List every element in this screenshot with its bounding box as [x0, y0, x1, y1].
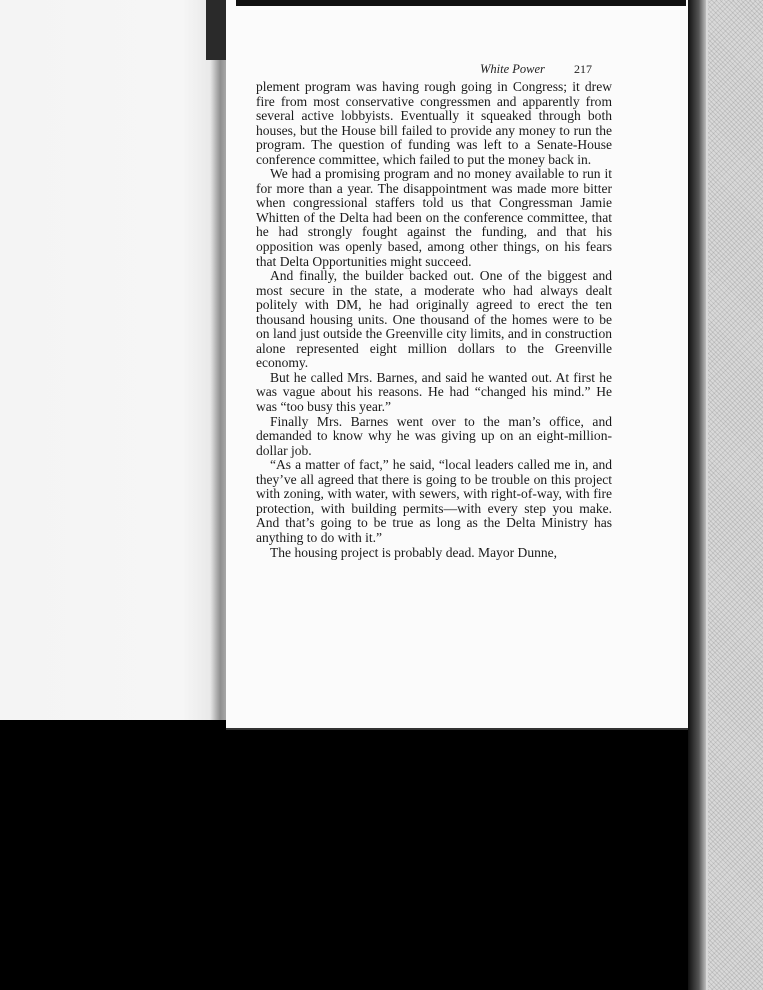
page-edge-shadow	[688, 0, 706, 990]
paragraph: The housing project is probably dead. Mayor Dunne,	[270, 544, 558, 560]
running-head	[480, 62, 670, 78]
paragraph: “As a matter of fact,” he said, “local leaders called me in, and they’ve all agreed that there is going to be trouble on this project with zoning, with water, with sewers, with right-of-way, with fire protection, with building permits—with every step you make. And that’s going to be true as long as the Delta Ministry has anything to do with it.”	[256, 457, 612, 545]
paragraph: Finally Mrs. Barnes went over to the man’s office, and demanded to know why he was giving up on an eight-million-dollar job.	[256, 413, 612, 458]
paragraph: plement program was having rough going in Congress; it drew fire from most conservative congressmen and apparently from several active lobbyists. Eventually it squeaked through both houses, but the House bill failed to provide any money to run the program. The question of funding was left to a Senate-House conference committee, which failed to put the money back in.	[256, 79, 612, 167]
paragraph: We had a promising program and no money available to run it for more than a year. The disappointment was made more bitter when congressional staffers told us that Congressman Jamie Whitten of the Delta had been on the conference committee, that he had strongly fought against the funding, and that his opposition was openly based, among other things, on his fears that Delta Opportunities might succeed.	[256, 166, 612, 269]
page-top-edge	[236, 0, 686, 6]
gutter-dark-top	[206, 0, 228, 60]
paragraph: And finally, the builder backed out. One of the biggest and most secure in the state, a moderate who had always dealt politely with DM, he had originally agreed to erect the ten thousand housing units. One thousand of the homes were to be on land just outside the Greenville city limits, and in construction alone represented eight million dollars to the Greenville economy.	[256, 268, 612, 371]
page-body-text	[256, 80, 612, 560]
page-number: 217	[574, 62, 592, 76]
left-blank-page	[0, 0, 228, 720]
scanner-edge-strip	[688, 0, 763, 990]
paragraph: But he called Mrs. Barnes, and said he wanted out. At first he was vague about his reasons. He had “changed his mind.” He was “too busy this year.”	[256, 369, 612, 415]
scan-noise-texture	[708, 0, 763, 990]
running-head-title: White Power	[480, 62, 545, 76]
